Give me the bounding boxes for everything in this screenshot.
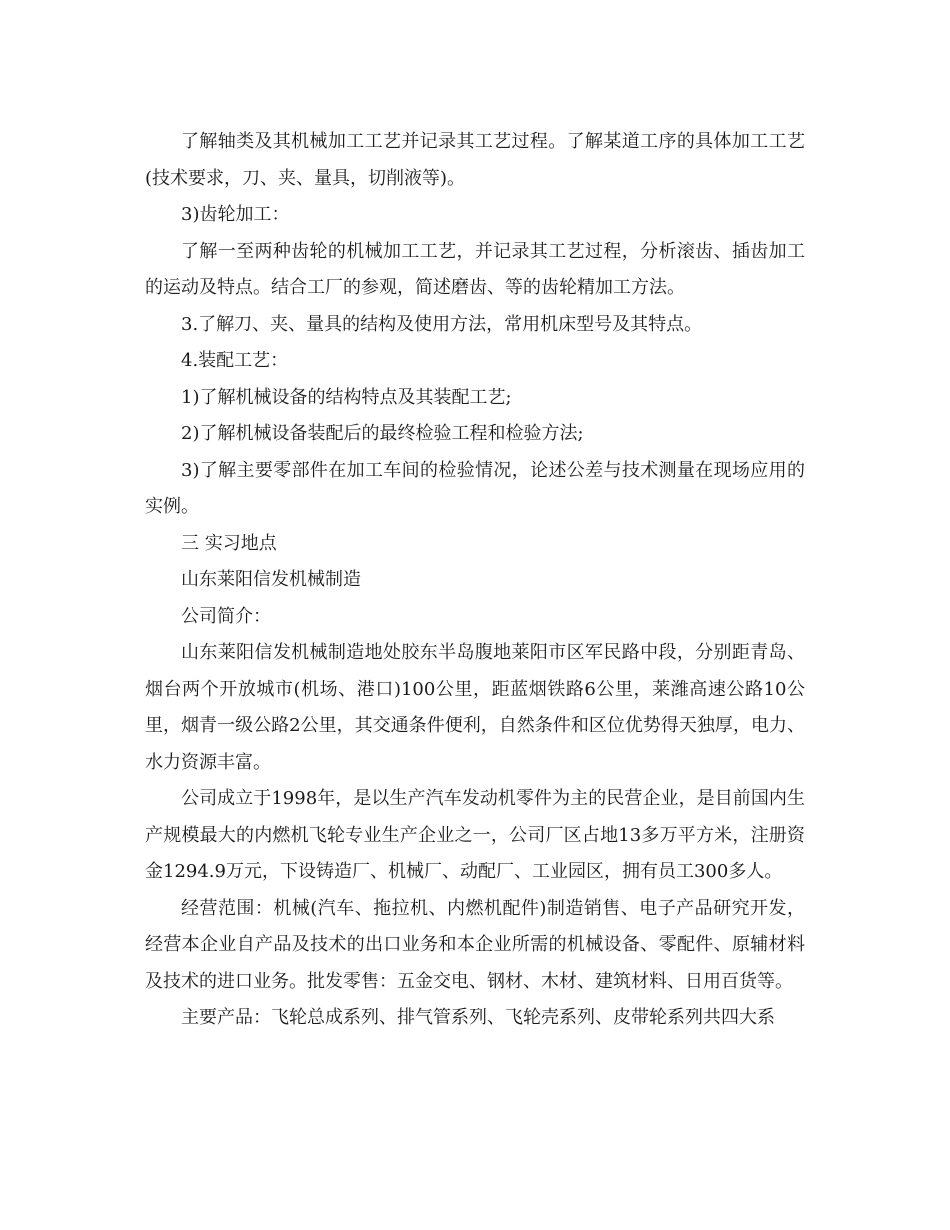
- paragraph-gear-machining-heading: 3)齿轮加工：: [181, 204, 290, 225]
- paragraph-business-scope: 经营范围：机械(汽车、拖拉机、内燃机配件)制造销售、电子产品研究开发，经营本企业自产品及技术的出口业务和本企业所需的机械设备、零配件、原辅材料及技术的进口业务。批发零售：五金交电、钢材、木材、建筑材料、日用百货等。: [145, 897, 805, 992]
- paragraph-assembly-item-3: 3)了解主要零部件在加工车间的检验情况，论述公差与技术测量在现场应用的实例。: [145, 459, 805, 517]
- paragraph-company-location: 山东莱阳信发机械制造地处胶东半岛腹地莱阳市区军民路中段，分别距青岛、烟台两个开放城市(机场、港口)100公里，距蓝烟铁路6公里，莱潍高速公路10公里，烟青一级公路2公里，其交通条件便利，自然条件和区位优势得天独厚，电力、水力资源丰富。: [145, 642, 805, 773]
- paragraph-assembly-item-2: 2)了解机械设备装配后的最终检验工程和检验方法;: [181, 423, 584, 444]
- paragraph-assembly-heading: 4.装配工艺：: [181, 350, 289, 371]
- paragraph-shaft-machining: 了解轴类及其机械加工工艺并记录其工艺过程。了解某道工序的具体加工工艺(技术要求，刀、夹、量具，切削液等)。: [145, 131, 805, 189]
- document-body: [145, 124, 805, 1037]
- company-intro-heading: 公司简介：: [181, 605, 271, 627]
- paragraph-main-products: 主要产品：飞轮总成系列、排气管系列、飞轮壳系列、皮带轮系列共四大系: [181, 1007, 775, 1028]
- section-heading-location: 三 实习地点: [181, 532, 277, 554]
- paragraph-tools-fixtures: 3.了解刀、夹、量具的结构及使用方法，常用机床型号及其特点。: [181, 313, 703, 335]
- paragraph-company-founding: 公司成立于1998年，是以生产汽车发动机零件为主的民营企业，是目前国内生产规模最大的内燃机飞轮专业生产企业之一，公司厂区占地13多万平方米，注册资金1294.9万元，下设铸造厂、机械厂、动配厂、工业园区，拥有员工300多人。: [145, 788, 805, 882]
- company-name: 山东莱阳信发机械制造: [181, 569, 361, 590]
- paragraph-gear-machining: 了解一至两种齿轮的机械加工工艺，并记录其工艺过程，分析滚齿、插齿加工的运动及特点。结合工厂的参观，简述磨齿、等的齿轮精加工方法。: [145, 240, 805, 298]
- paragraph-assembly-item-1: 1)了解机械设备的结构特点及其装配工艺;: [181, 386, 512, 408]
